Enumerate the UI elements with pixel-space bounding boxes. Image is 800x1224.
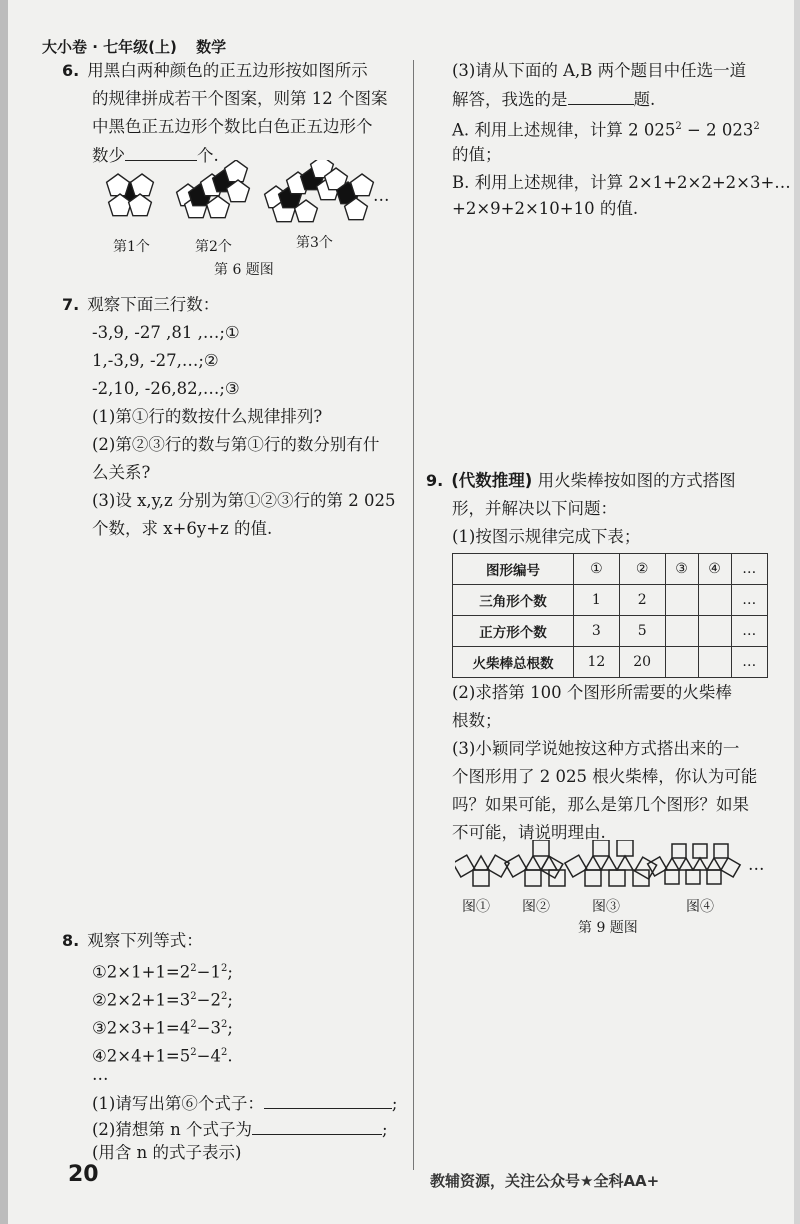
q7-part3-line1: (3)设 x,y,z 分别为第①②③行的第 2 025	[92, 491, 396, 510]
q9-figure-caption: 第 9 题图	[578, 920, 638, 936]
table-row	[453, 616, 768, 647]
q9-part2-line1: (2)求搭第 100 个图形所需要的火柴棒	[452, 683, 732, 702]
table-header-cell: …	[731, 554, 768, 585]
q8-ellipsis: …	[92, 1065, 109, 1084]
q9-figure-1	[455, 855, 509, 886]
table-cell: 1	[574, 585, 620, 616]
q9-ellipsis: …	[748, 855, 765, 874]
table-header-cell: ④	[698, 554, 731, 585]
q9-matchstick-figure	[455, 840, 755, 898]
table-cell-blank[interactable]	[698, 585, 731, 616]
table-cell-blank[interactable]	[698, 647, 731, 678]
q7-intro: 7. 观察下面三行数：	[62, 295, 220, 314]
q9-line1: 9. (代数推理) 用火柴棒按如图的方式搭图	[426, 471, 736, 490]
q8-option-b-line2: +2×9+2×10+10 的值.	[452, 199, 639, 218]
table-cell: …	[731, 616, 768, 647]
q9-part1: (1)按图示规律完成下表；	[452, 527, 641, 546]
q9-figure-4	[648, 844, 741, 884]
q8-equation-4: $④2\times 4+1=5^2-4^2$.	[92, 1046, 233, 1066]
q8-part3-line1: (3)请从下面的 A,B 两个题目中任选一道	[452, 61, 747, 80]
q6-figure-1-label: 第1个	[113, 239, 150, 255]
book-title: 大小卷 · 七年级(上)	[42, 38, 177, 56]
q9-part3-line4: 不可能，请说明理由.	[452, 823, 606, 842]
table-cell: …	[731, 585, 768, 616]
q9-number: 9.	[426, 471, 444, 490]
q6-number: 6.	[62, 61, 80, 80]
q8-option-a-end: 的值；	[452, 145, 502, 164]
page-header	[42, 36, 240, 57]
q8-intro: 8. 观察下列等式：	[62, 931, 203, 950]
table-cell-blank[interactable]	[665, 616, 698, 647]
table-cell: 5	[619, 616, 665, 647]
q8-part2-note: (用含 n 的式子表示)	[92, 1143, 242, 1162]
q8-part2-blank[interactable]	[252, 1116, 382, 1135]
q8-option-a: A. 利用上述规律，计算 2 $025^2 - 2$ $023^2$	[452, 120, 760, 140]
q9-part2-line2: 根数；	[452, 711, 502, 730]
footer-note: 教辅资源，关注公众号★全科AA+	[430, 1172, 660, 1190]
table-cell: 正方形个数	[453, 616, 574, 647]
table-cell-blank[interactable]	[698, 616, 731, 647]
table-header-cell: ①	[574, 554, 620, 585]
q8-part2: (2)猜想第 n 个式子为 ;	[92, 1116, 388, 1143]
q8-equation-1: $①2\times 1+1=2^2-1^2$;	[92, 962, 233, 982]
q8-choice-blank[interactable]	[568, 86, 634, 105]
table-row	[453, 554, 768, 585]
q9-figure-3	[565, 840, 657, 886]
table-cell: 2	[619, 585, 665, 616]
q6-figure-2-label: 第2个	[195, 239, 232, 255]
q8-equation-2: $②2\times 2+1=3^2-2^2$;	[92, 990, 233, 1010]
table-header-cell: ②	[619, 554, 665, 585]
q7-part2-line1: (2)第②③行的数与第①行的数分别有什	[92, 435, 380, 454]
table-cell: 20	[619, 647, 665, 678]
q7-number: 7.	[62, 295, 80, 314]
table-cell: 3	[574, 616, 620, 647]
q6-line2: 的规律拼成若干个图案，则第 12 个图案	[92, 89, 388, 108]
q9-figure-4-label: 图④	[686, 899, 714, 915]
table-cell: 12	[574, 647, 620, 678]
q6-figure-1	[107, 174, 154, 216]
q9-line2: 形，并解决以下问题：	[452, 499, 617, 518]
subject-label: 数学	[196, 38, 227, 56]
q6-answer-blank[interactable]	[125, 142, 197, 161]
column-divider	[413, 60, 414, 1170]
q9-table	[452, 553, 768, 678]
q8-part1: (1)请写出第⑥个式子： ;	[92, 1090, 397, 1117]
q6-figure-2	[177, 160, 250, 218]
table-cell: 三角形个数	[453, 585, 574, 616]
q6-line3: 中黑色正五边形个数比白色正五边形个	[92, 117, 373, 136]
q8-option-b-line1: B. 利用上述规律，计算 2×1+2×2+2×3+…	[452, 173, 791, 192]
q6-line4: 数少 个.	[92, 142, 219, 169]
q6-figure-caption: 第 6 题图	[214, 262, 274, 278]
table-row	[453, 585, 768, 616]
q9-figure-1-label: 图①	[462, 899, 490, 915]
q6-figure-3	[265, 160, 374, 222]
q7-part3-line2: 个数，求 x+6y+z 的值.	[92, 519, 273, 538]
table-cell: …	[731, 647, 768, 678]
table-header-cell: 图形编号	[453, 554, 574, 585]
page-right-edge	[794, 0, 800, 1224]
q6-ellipsis: …	[373, 186, 390, 205]
q7-row-1: -3,9, -27 ,81 ,…;①	[92, 323, 240, 342]
q8-equation-3: $③2\times 3+1=4^2-3^2$;	[92, 1018, 233, 1038]
q7-row-3: -2,10, -26,82,…;③	[92, 379, 240, 398]
page-number: 20	[68, 1162, 99, 1187]
q9-part3-line2: 个图形用了 2 025 根火柴棒，你认为可能	[452, 767, 758, 786]
q6-line1: 6. 用黑白两种颜色的正五边形按如图所示	[62, 61, 368, 80]
q9-part3-line1: (3)小颖同学说她按这种方式搭出来的一	[452, 739, 740, 758]
q9-figure-2-label: 图②	[522, 899, 550, 915]
q7-row-2: 1,-3,9, -27,…;②	[92, 351, 219, 370]
q9-figure-2	[505, 840, 565, 886]
q7-part2-line2: 么关系?	[92, 463, 151, 482]
q9-figure-3-label: 图③	[592, 899, 620, 915]
q9-part3-line3: 吗？如果可能，那么是第几个图形？如果	[452, 795, 749, 814]
table-cell: 火柴棒总根数	[453, 647, 574, 678]
q8-part3-line2: 解答，我选的是 题.	[452, 86, 655, 113]
q9-tag: (代数推理)	[451, 471, 533, 490]
q8-part1-blank[interactable]	[264, 1090, 392, 1109]
page-left-edge	[0, 0, 8, 1224]
table-cell-blank[interactable]	[665, 585, 698, 616]
table-cell-blank[interactable]	[665, 647, 698, 678]
q7-part1: (1)第①行的数按什么规律排列?	[92, 407, 323, 426]
table-row	[453, 647, 768, 678]
table-header-cell: ③	[665, 554, 698, 585]
q6-figure-3-label: 第3个	[296, 235, 333, 251]
q8-number: 8.	[62, 931, 80, 950]
q6-pentagon-figure	[100, 160, 400, 240]
